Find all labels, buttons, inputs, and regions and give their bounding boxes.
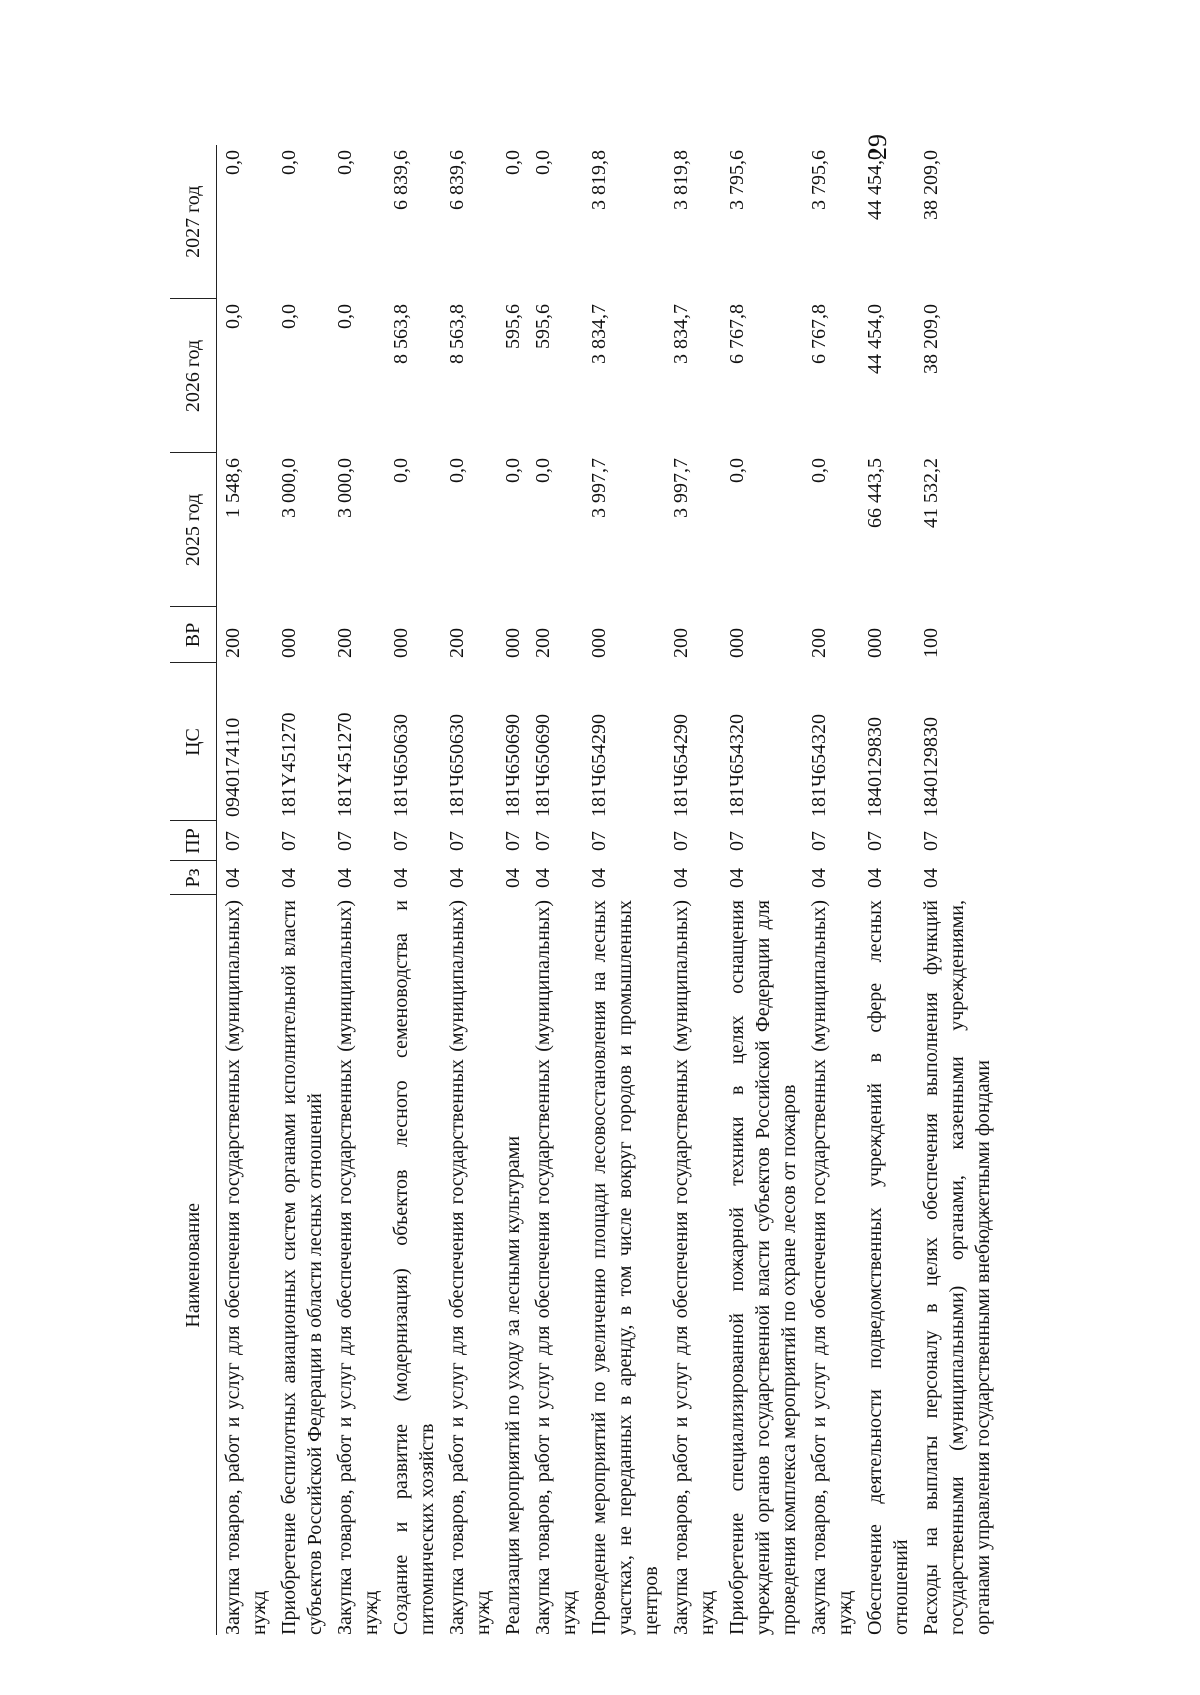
row-pr: 07 [588,831,610,851]
row-2027: 0,0 [502,150,524,175]
header-2025: 2025 год [170,453,217,607]
row-rz: 04 [502,868,524,888]
row-cs: 181Ч650690 [532,714,554,817]
table-row [915,145,997,1635]
row-name: Приобретение беспилотных авиационных систем органами исполнительной власти субъектов Российской Федерации в области лесных отношений [278,900,326,1635]
header-2027: 2027 год [170,145,217,299]
row-vr: 000 [502,628,524,658]
row-2026: 3 834,7 [588,304,610,364]
row-vr: 000 [278,628,300,658]
row-pr: 07 [390,831,412,851]
rotated-page-content [170,145,1050,1635]
row-2027: 3 819,8 [670,150,692,210]
table-row [527,145,583,1635]
row-cs: 181Y451270 [278,712,300,817]
row-vr: 200 [808,628,830,658]
row-vr: 100 [920,628,942,658]
row-vr: 000 [726,628,748,658]
row-vr: 000 [588,628,610,658]
row-rz: 04 [532,868,554,888]
row-pr: 07 [502,831,524,851]
row-cs: 0940174110 [222,717,244,817]
row-vr: 200 [222,628,244,658]
row-cs: 181Ч654290 [588,714,610,817]
row-2026: 44 454,0 [864,304,886,374]
table-row [497,145,527,1635]
row-2025: 3 997,7 [588,458,610,518]
row-name: Закупка товаров, работ и услуг для обеспечения государственных (муниципальных) нужд [334,900,382,1635]
row-2025: 3 000,0 [278,458,300,518]
row-2025: 0,0 [390,458,412,483]
row-rz: 04 [278,868,300,888]
header-rz: Рз [170,861,217,895]
row-2027: 3 819,8 [588,150,610,210]
budget-table [170,145,997,1635]
row-vr: 200 [334,628,356,658]
row-2026: 8 563,8 [446,304,468,364]
row-pr: 07 [278,831,300,851]
row-vr: 200 [446,628,468,658]
header-2026: 2026 год [170,299,217,453]
row-2026: 8 563,8 [390,304,412,364]
page-number: 29 [863,134,892,160]
row-2025: 41 532,2 [920,458,942,528]
row-cs: 181Ч654320 [808,714,830,817]
row-pr: 07 [446,831,468,851]
row-rz: 04 [726,868,748,888]
row-2025: 0,0 [502,458,524,483]
row-pr: 07 [532,831,554,851]
table-row [273,145,329,1635]
row-name: Реализация мероприятий по уходу за лесными культурами [502,1135,524,1635]
row-2025: 0,0 [808,458,830,483]
row-2027: 6 839,6 [390,150,412,210]
row-2026: 0,0 [278,304,300,329]
row-cs: 1840129830 [864,717,886,817]
header-pr: ПР [170,821,217,861]
row-2025: 1 548,6 [222,458,244,518]
row-rz: 04 [864,868,886,888]
row-2027: 0,0 [278,150,300,175]
row-2026: 0,0 [222,304,244,329]
table-row [803,145,859,1635]
row-cs: 1840129830 [920,717,942,817]
row-vr: 200 [670,628,692,658]
row-pr: 07 [726,831,748,851]
row-rz: 04 [670,868,692,888]
row-cs: 181Ч654290 [670,714,692,817]
row-name: Проведение мероприятий по увеличению площади лесовосстановления на лесных участках, не переданных в аренду, в том числе вокруг городов и промышленных центров [588,900,662,1635]
row-pr: 07 [864,831,886,851]
row-2027: 3 795,6 [808,150,830,210]
row-pr: 07 [920,831,942,851]
row-2027: 6 839,6 [446,150,468,210]
row-rz: 04 [588,868,610,888]
row-name: Закупка товаров, работ и услуг для обеспечения государственных (муниципальных) нужд [446,900,494,1635]
row-2027: 44 454,0 [864,150,886,220]
row-pr: 07 [808,831,830,851]
row-pr: 07 [222,831,244,851]
row-name: Расходы на выплаты персоналу в целях обеспечения выполнения функций государственными (муниципальными) органами, казенными учреждениями, органами управления государственными внебюджетными фондами [920,900,994,1635]
row-2025: 0,0 [532,458,554,483]
row-vr: 000 [390,628,412,658]
row-cs: 181Ч650630 [390,714,412,817]
row-2025: 0,0 [726,458,748,483]
row-2025: 0,0 [446,458,468,483]
row-rz: 04 [334,868,356,888]
table-row [441,145,497,1635]
row-name: Обеспечение деятельности подведомственных учреждений в сфере лесных отношений [864,900,912,1635]
row-rz: 04 [222,868,244,888]
row-pr: 07 [670,831,692,851]
row-2027: 0,0 [334,150,356,175]
row-2026: 3 834,7 [670,304,692,364]
row-2027: 0,0 [222,150,244,175]
row-rz: 04 [390,868,412,888]
table-row [665,145,721,1635]
row-name: Закупка товаров, работ и услуг для обеспечения государственных (муниципальных) нужд [670,900,718,1635]
table-row [329,145,385,1635]
table-row [583,145,665,1635]
table-header-row [170,145,217,1635]
header-vr: ВР [170,607,217,663]
row-rz: 04 [808,868,830,888]
row-2026: 6 767,8 [808,304,830,364]
row-name: Закупка товаров, работ и услуг для обеспечения государственных (муниципальных) нужд [532,900,580,1635]
row-name: Закупка товаров, работ и услуг для обеспечения государственных (муниципальных) нужд [808,900,856,1635]
table-row [217,145,274,1635]
row-2025: 66 443,5 [864,458,886,528]
row-name: Приобретение специализированной пожарной техники в целях оснащения учреждений органов государственной власти субъектов Российской Федерации для проведения комплекса мероприятий по охране лесов от пожаров [726,900,800,1635]
row-2027: 3 795,6 [726,150,748,210]
row-2025: 3 000,0 [334,458,356,518]
row-vr: 200 [532,628,554,658]
row-rz: 04 [446,868,468,888]
row-2026: 595,6 [532,304,554,349]
row-rz: 04 [920,868,942,888]
header-cs: ЦС [170,663,217,821]
header-name: Наименование [170,895,217,1635]
row-vr: 000 [864,628,886,658]
row-cs: 181Ч650630 [446,714,468,817]
row-name: Создание и развитие (модернизация) объектов лесного семеноводства и питомнических хозяйств [390,900,438,1635]
row-cs: 181Ч654320 [726,714,748,817]
row-2026: 38 209,0 [920,304,942,374]
row-cs: 181Ч650690 [502,714,524,817]
row-2025: 3 997,7 [670,458,692,518]
row-pr: 07 [334,831,356,851]
row-cs: 181Y451270 [334,712,356,817]
row-2026: 6 767,8 [726,304,748,364]
table-row [859,145,915,1635]
row-name: Закупка товаров, работ и услуг для обеспечения государственных (муниципальных) нужд [222,900,270,1635]
row-2026: 0,0 [334,304,356,329]
table-row [385,145,441,1635]
table-row [721,145,803,1635]
row-2027: 0,0 [532,150,554,175]
row-2026: 595,6 [502,304,524,349]
row-2027: 38 209,0 [920,150,942,220]
